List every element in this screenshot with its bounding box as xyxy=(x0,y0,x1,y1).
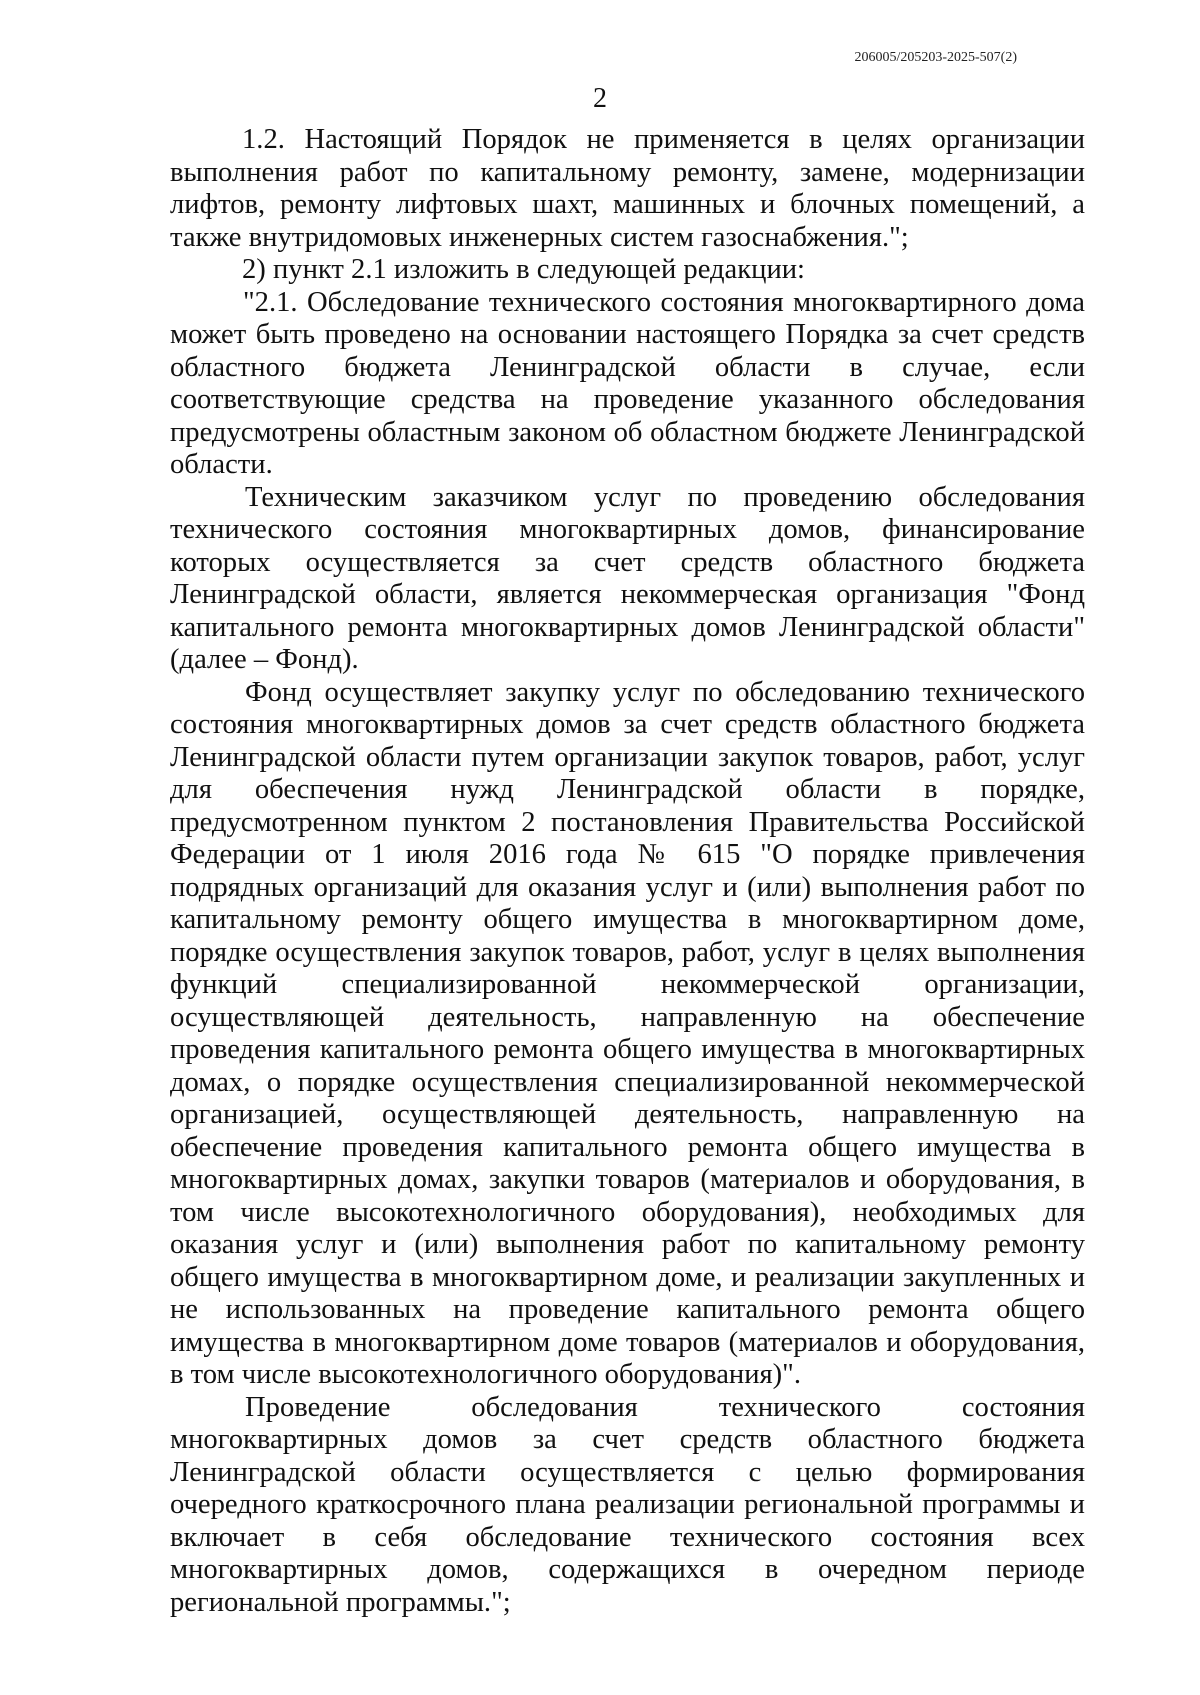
paragraph-amendment-2: 2) пункт 2.1 изложить в следующей редакции: xyxy=(242,254,805,285)
document-registration-number: 206005/205203-2025-507(2) xyxy=(854,50,1017,65)
paragraph-1-2: 1.2. Настоящий Порядок не применяется в целях организации выполнения работ по капитальному ремонту, замене, модернизации лифтов, ремонту лифтовых шахт, машинных и блочных помещений, а также внутридомовых инженерных систем газоснабжения."; xyxy=(170,124,1085,253)
paragraph-survey-purpose: Проведение обследования технического состояния многоквартирных домов за счет средств областного бюджета Ленинградской области осуществляется с целью формирования очередного краткосрочного плана реализации региональной программы и включает в себя обследование технического состояния всех многоквартирных домов, содержащихся в очередном периоде региональной программы."; xyxy=(170,1391,1085,1618)
paragraph-technical-customer: Техническим заказчиком услуг по проведению обследования технического состояния многоквартирных домов, финансирование которых осуществляется за счет средств областного бюджета Ленинградской области, является некоммерческая организация "Фонд капитального ремонта многоквартирных домов Ленинградской области" (далее – Фонд). xyxy=(170,481,1085,675)
paragraph-2-1-quoted: "2.1. Обследование технического состояния многоквартирного дома может быть проведено на основании настоящего Порядка за счет средств областного бюджета Ленинградской области в случае, если соответствующие средства на проведение указанного обследования предусмотрены областным законом об областном бюджете Ленинградской области. xyxy=(170,286,1085,480)
document-body xyxy=(170,124,1085,1619)
page-number: 2 xyxy=(593,83,607,114)
paragraph-fund-procurement: Фонд осуществляет закупку услуг по обследованию технического состояния многоквартирных домов за счет средств областного бюджета Ленинградской области путем организации закупок товаров, работ, услуг для обеспечения нужд Ленинградской области в порядке, предусмотренном пунктом 2 постановления Правительства Российской Федерации от 1 июля 2016 года № 615 "О порядке привлечения подрядных организаций для оказания услуг и (или) выполнения работ по капитальному ремонту общего имущества в многоквартирном доме, порядке осуществления закупок товаров, работ, услуг в целях выполнения функций специализированной некоммерческой организации, осуществляющей деятельность, направленную на обеспечение проведения капитального ремонта общего имущества в многоквартирных домах, о порядке осуществления специализированной некоммерческой организацией, осуществляющей деятельность, направленную на обеспечение проведения капитального ремонта общего имущества в многоквартирных домах, закупки товаров (материалов и оборудования, в том числе высокотехнологичного оборудования), необходимых для оказания услуг и (или) выполнения работ по капитальному ремонту общего имущества в многоквартирном доме, и реализации закупленных и не использованных на проведение капитального ремонта общего имущества в многоквартирном доме товаров (материалов и оборудования, в том числе высокотехнологичного оборудования)". xyxy=(170,676,1085,1390)
